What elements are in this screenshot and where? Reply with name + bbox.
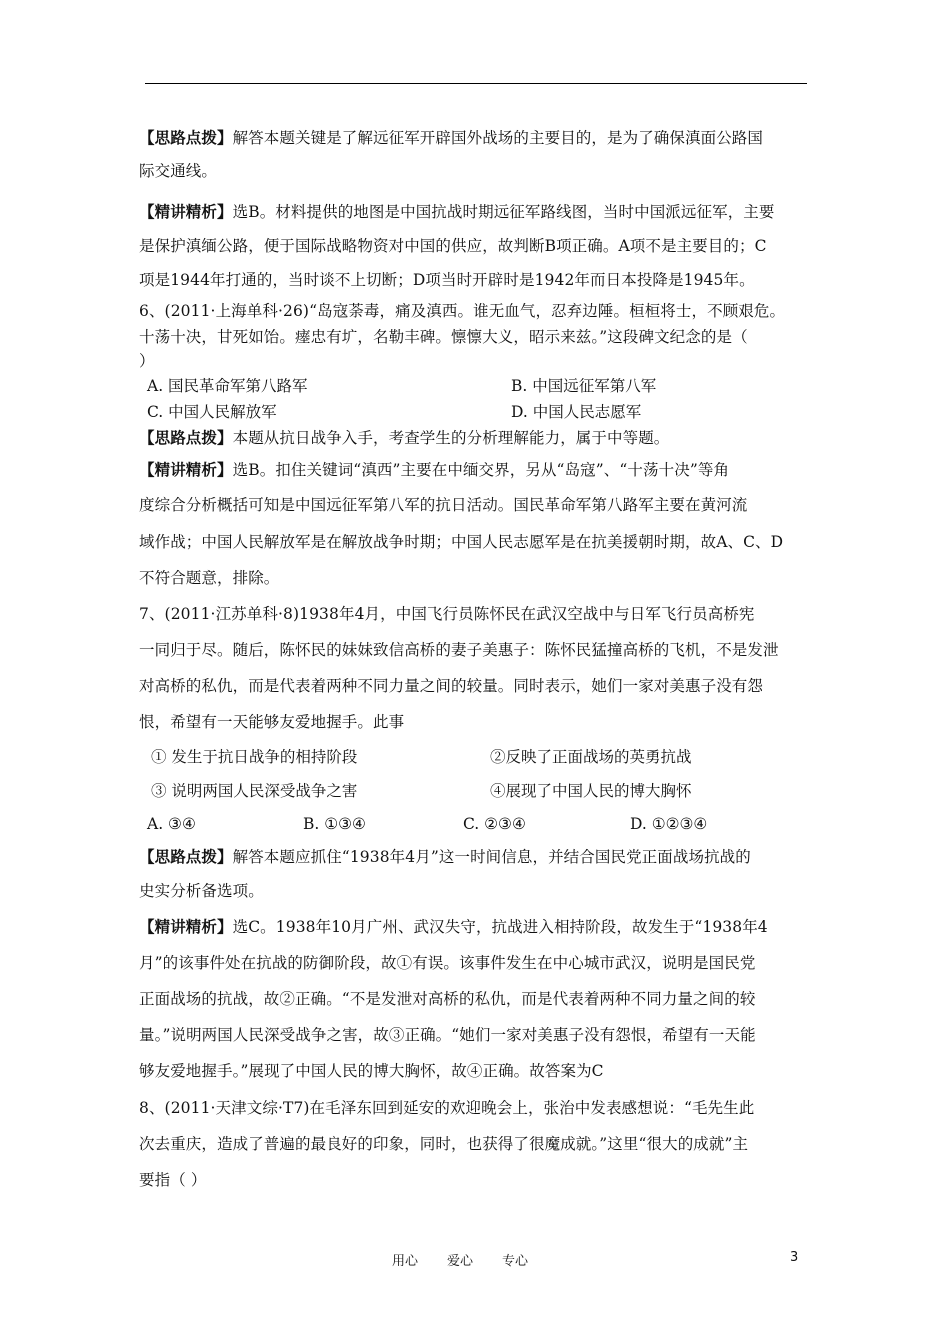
text-line: 不符合题意，排除。 [139, 569, 280, 587]
question-7-stem: 对高桥的私仇，而是代表着两种不同力量之间的较量。同时表示，她们一家对美惠子没有怨 [139, 677, 764, 695]
question-8-stem: 次去重庆，造成了普遍的最良好的印象，同时，也获得了很魔成就。”这里“很大的成就”主 [139, 1135, 749, 1153]
text-line: 【思路点拨】解答本题关键是了解远征军开辟国外战场的主要目的，是为了确保滇面公路国 [139, 128, 764, 147]
q7-statement-1: ① 发生于抗日战争的相持阶段 [151, 748, 358, 766]
page-number: 3 [790, 1250, 799, 1265]
q7-statement-3: ③ 说明两国人民深受战争之害 [151, 782, 358, 800]
text-line: 正面战场的抗战，故②正确。“不是发泄对高桥的私仇，而是代表着两种不同力量之间的较 [139, 990, 756, 1008]
q7-option-d: D. ①②③④ [630, 815, 708, 833]
text-line: 量。”说明两国人民深受战争之害，故③正确。“她们一家对美惠子没有怨恨，希望有一天能 [139, 1026, 756, 1044]
text-line: 史实分析备选项。 [139, 882, 264, 900]
footer-word: 专心 [502, 1254, 529, 1269]
question-6-stem: 十荡十决，甘死如饴。瘗忠有圹，名勒丰碑。懔懔大义，昭示来兹。”这段碑文纪念的是（ [139, 328, 748, 346]
text-line: 够友爱地握手。”展现了中国人民的博大胸怀，故④正确。故答案为C [139, 1062, 604, 1080]
text-line: 【精讲精析】选B。材料提供的地图是中国抗战时期远征军路线图，当时中国派远征军，主要 [139, 202, 775, 221]
header-rule [145, 83, 807, 84]
q7-option-a: A. ③④ [147, 815, 196, 833]
question-6-stem: 6、(2011·上海单科·26)“岛寇荼毒，痛及滇西。谁无血气，忍弃边陲。桓桓将士，不顾艰危。 [139, 302, 786, 320]
question-7-stem: 7、(2011·江苏单科·8)1938年4月，中国飞行员陈怀民在武汉空战中与日军飞行员高桥宪 [139, 605, 755, 623]
q6-option-b: B. 中国远征军第八军 [511, 377, 657, 395]
q7-statement-2: ②反映了正面战场的英勇抗战 [490, 748, 692, 766]
question-6-stem: ） [139, 352, 155, 370]
question-7-stem: 一同归于尽。随后，陈怀民的妹妹致信高桥的妻子美惠子：陈怀民猛撞高桥的飞机，不是发泄 [139, 641, 779, 659]
text-line: 月”的该事件处在抗战的防御阶段，故①有误。该事件发生在中心城市武汉，说明是国民党 [139, 954, 756, 972]
footer-word: 用心 [392, 1254, 419, 1269]
text-line: 际交通线。 [139, 162, 218, 180]
text-line: 项是1944年打通的，当时谈不上切断；D项当时开辟时是1942年而日本投降是1945年。 [139, 271, 755, 289]
text-line: 域作战；中国人民解放军是在解放战争时期；中国人民志愿军是在抗美援朝时期，故A、C、D [139, 533, 784, 551]
q7-option-b: B. ①③④ [303, 815, 366, 833]
q6-option-d: D. 中国人民志愿军 [511, 403, 642, 421]
text-line: 【精讲精析】选C。1938年10月广州、武汉失守，抗战进入相持阶段，故发生于“1938年4 [139, 917, 768, 936]
q6-option-a: A. 国民革命军第八路军 [147, 377, 308, 395]
text-line: 【思路点拨】解答本题应抓住“1938年4月”这一时间信息，并结合国民党正面战场抗战的 [139, 847, 751, 866]
text-line: 【精讲精析】选B。扣住关键词“滇西”主要在中缅交界，另从“岛寇”、“十荡十决”等角 [139, 460, 730, 479]
text-line: 【思路点拨】本题从抗日战争入手，考查学生的分析理解能力，属于中等题。 [139, 428, 670, 447]
question-8-stem: 要指（ ） [139, 1171, 207, 1189]
question-7-stem: 恨，希望有一天能够友爱地握手。此事 [139, 713, 405, 731]
q6-option-c: C. 中国人民解放军 [147, 403, 277, 421]
text-line: 度综合分析概括可知是中国远征军第八军的抗日活动。国民革命军第八路军主要在黄河流 [139, 496, 748, 514]
q7-option-c: C. ②③④ [463, 815, 526, 833]
q7-statement-4: ④展现了中国人民的博大胸怀 [490, 782, 692, 800]
text-line: 是保护滇缅公路，便于国际战略物资对中国的供应，故判断B项正确。A项不是主要目的；C [139, 237, 767, 255]
question-8-stem: 8、(2011·天津文综·T7)在毛泽东回到延安的欢迎晚会上，张治中发表感想说：“毛先生此 [139, 1099, 755, 1117]
footer-word: 爱心 [447, 1254, 474, 1269]
